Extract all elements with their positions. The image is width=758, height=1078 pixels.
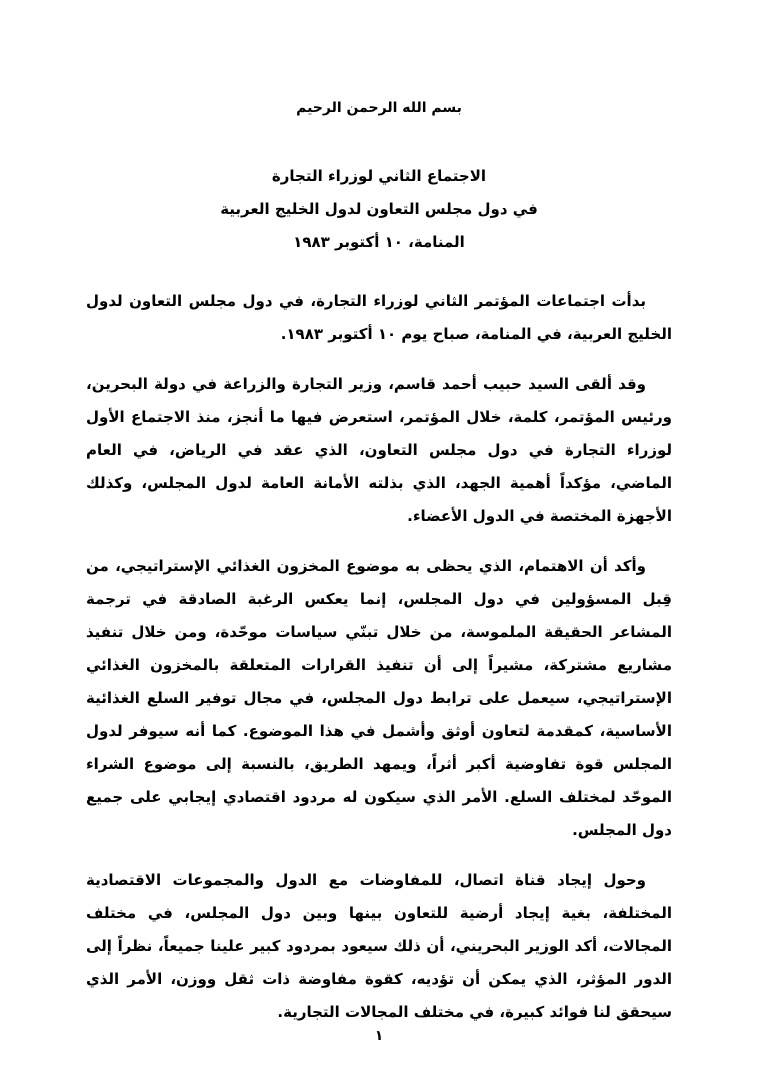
paragraph-4: وحول إيجاد قناة اتصال، للمفاوضات مع الدول والمجموعات الاقتصادية المختلفة، بغية إيجاد أرضية للتعاون بينها وبين دول المجلس، في مختلف المجالات، أكد الوزير البحريني، أن ذلك سيعود بمردود كبير علينا جميعاً، نظراً إلى الدور المؤثر، الذي يمكن أن تؤديه، كقوة مفاوضة ذات ثقل ووزن، الأمر الذي سيحقق لنا فوائد كبيرة، في مختلف المجالات التجارية. (86, 871, 672, 1021)
title-line-1: الاجتماع الثاني لوزراء التجارة (271, 167, 487, 185)
document-title-block (86, 160, 672, 259)
page-number: ١ (374, 1028, 384, 1044)
title-line-2: في دول مجلس التعاون لدول الخليج العربية (220, 200, 538, 218)
paragraph-3: وأكد أن الاهتمام، الذي يحظى به موضوع المخزون الغذائي الإستراتيجي، من قِبل المسؤولين في دول المجلس، إنما يعكس الرغبة الصادقة في ترجمة المشاعر الحقيقة الملموسة، من خلال تبنّي سياسات موحّدة، ومن خلال تنفيذ مشاريع مشتركة، مشيراً إلى أن تنفيذ القرارات المتعلقة بالمخزون الغذائي الإستراتيجي، سيعمل على ترابط دول المجلس، في مجال توفير السلع الغذائية الأساسية، كمقدمة لتعاون أوثق وأشمل في هذا الموضوع. كما أنه سيوفر لدول المجلس قوة تفاوضية أكبر أثراً، ويمهد الطريق، بالنسبة إلى موضوع الشراء الموحّد لمختلف السلع. الأمر الذي سيكون له مردود اقتصادي إيجابي على جميع دول المجلس. (86, 557, 672, 839)
basmala-line: بسم الله الرحمن الرحيم (296, 100, 462, 116)
paragraph-1: بدأت اجتماعات المؤتمر الثاني لوزراء التجارة، في دول مجلس التعاون لدول الخليج العربية، في المنامة، صباح يوم ١٠ أكتوبر ١٩٨٣. (86, 292, 672, 343)
title-line-3: المنامة، ١٠ أكتوبر ١٩٨٣ (293, 233, 465, 251)
paragraph-2: وقد ألقى السيد حبيب أحمد قاسم، وزير التجارة والزراعة في دولة البحرين، ورئيس المؤتمر، كلمة، خلال المؤتمر، استعرض فيها ما أنجز، منذ الاجتماع الأول لوزراء التجارة في دول مجلس التعاون، الذي عقد في الرياض، في العام الماضي، مؤكداً أهمية الجهد، الذي بذلته الأمانة العامة لدول المجلس، وكذلك الأجهزة المختصة في الدول الأعضاء. (86, 375, 672, 525)
